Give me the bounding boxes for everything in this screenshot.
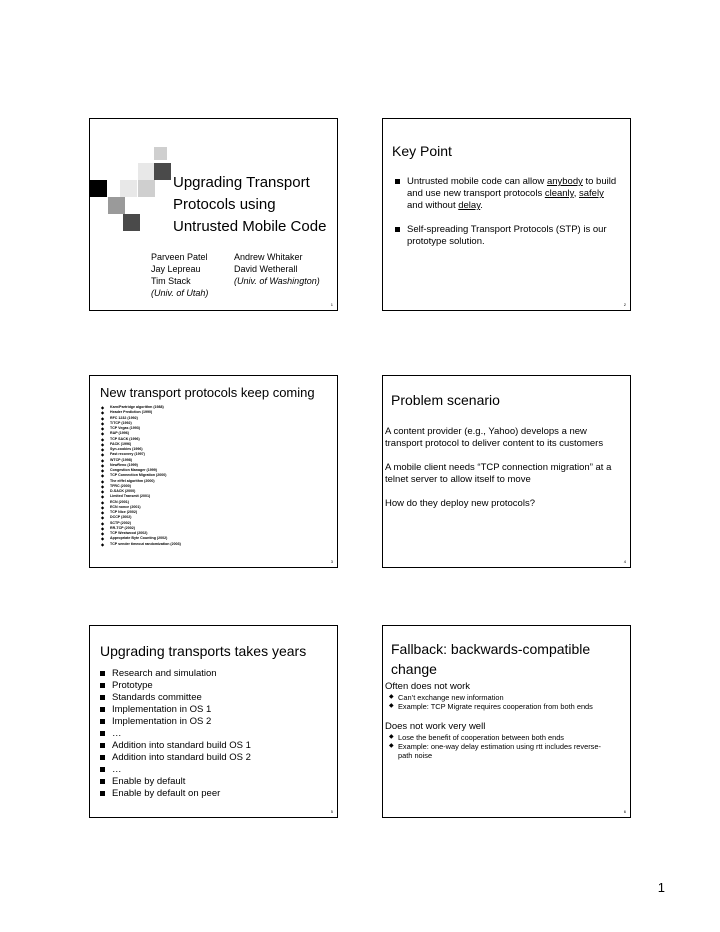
diamond-bullet-icon: ◆ [101,436,105,442]
list-item: Untrusted mobile code can allow anybody to build and use new transport protocols cleanly, safely and without delay. [394,176,619,212]
list-item: ◆ TCP Vegas (1993) [101,426,140,431]
slide-3 [89,375,338,568]
diamond-bullet-icon: ◆ [101,420,105,426]
title-line: Fallback: backwards-compatible [391,641,591,657]
list-item: ◆ Syn-cookies (1996) [101,447,143,452]
decor-square [138,163,155,180]
sub-list-item: ◆ Lose the benefit of cooperation between both ends [389,733,565,742]
list-item: A mobile client needs “TCP connection migration” at a telnet server to allow itself to move [382,462,614,486]
affiliation: (Univ. of Washington) [234,276,320,286]
square-bullet-icon [100,707,105,712]
slide-title: New transport protocols keep coming [100,385,315,400]
bullet-list [382,426,614,510]
list-item: ◆ D-SACK (2000) [101,489,136,494]
protocol-list [101,405,181,547]
title-line: Protocols using [173,196,276,213]
sub-list-item: ◆ Can’t exchange new information [389,693,504,702]
list-item: ◆ The eiffel algorithm (2000) [101,478,155,484]
slide-6 [382,625,631,818]
slide-number: 5 [330,809,333,814]
list-item: Self-spreading Transport Protocols (STP) is our prototype solution. [394,224,619,248]
diamond-bullet-icon: ◆ [101,483,105,489]
square-bullet-icon [100,755,105,760]
list-item: ◆ RR-TCP (2002) [101,525,135,531]
sub-list-item: ◆ Example: TCP Migrate requires cooperation from both ends [389,702,593,711]
square-bullet-icon [395,179,400,184]
diamond-bullet-icon: ◆ [101,452,105,458]
title-line: Untrusted Mobile Code [173,218,327,235]
bullet-list [394,176,619,248]
list-item: Implementation in OS 1 [99,704,329,716]
sub-list-item: ◆ Example: one-way delay estimation using rtt includes reverse-path noise [389,742,601,760]
decor-square [90,180,107,197]
list-item: Research and simulation [99,668,329,680]
diamond-bullet-icon: ◆ [389,743,394,749]
diamond-bullet-icon: ◆ [101,515,105,521]
affiliation: (Univ. of Utah) [151,288,209,298]
slide-number: 3 [330,559,333,564]
diamond-bullet-icon: ◆ [101,457,105,463]
list-item: Prototype [99,680,329,692]
square-bullet-icon [100,731,105,736]
diamond-bullet-icon: ◆ [101,405,105,410]
list-item: ◆ Congestion Manager (1999) [101,468,157,473]
bullet-list [99,668,329,800]
list-item: Addition into standard build OS 2 [99,752,329,764]
authors-left [151,251,208,299]
list-item: ◆ Limited Transmit (2001) [101,494,151,500]
slide-2 [382,118,631,311]
list-item: ◆ TCP Connection Migration (2000) [101,473,167,479]
slide-number: 6 [623,809,626,814]
diamond-bullet-icon: ◆ [101,531,105,536]
square-bullet-icon [100,671,105,676]
list-item: ◆ NewReno (1999) [101,462,138,468]
decor-square [154,147,167,160]
diamond-bullet-icon: ◆ [101,494,105,500]
list-item: ◆ WTCP (1998) [101,457,132,463]
list-item: ◆ DCCP (2002) [101,515,132,521]
list-item: ◆ ECN (2001) [101,499,129,505]
slide-title: Problem scenario [391,392,500,408]
list-item: ◆ RFC 1232 (1992) [101,415,138,421]
diamond-bullet-icon: ◆ [101,426,105,431]
list-item: Enable by default on peer [99,788,329,800]
title-line: change [391,661,437,677]
diamond-bullet-icon: ◆ [101,441,105,447]
underlined-text: anybody [546,176,583,187]
list-item: Addition into standard build OS 1 [99,740,329,752]
diamond-bullet-icon: ◆ [101,462,105,468]
slide-title [391,639,590,679]
diamond-bullet-icon: ◆ [101,410,105,416]
list-item: ◆ TCP sender timeout randomization (2003) [101,541,181,547]
diamond-bullet-icon: ◆ [389,703,394,709]
page-number: 1 [657,880,665,895]
underlined-text: delay [458,200,481,211]
diamond-bullet-icon: ◆ [389,734,394,740]
diamond-bullet-icon: ◆ [101,473,105,479]
sub-list [385,733,614,760]
author: Andrew Whitaker [234,252,303,262]
decor-square [154,163,171,180]
author: David Wetherall [234,264,298,274]
slide-title [173,172,326,238]
list-item: ◆ TCP SACK (1996) [101,436,140,442]
slide-number: 1 [330,302,333,307]
square-bullet-icon [100,767,105,772]
diamond-bullet-icon: ◆ [101,520,105,526]
list-item: Implementation in OS 2 [99,716,329,728]
list-item: Standards committee [99,692,329,704]
list-item: ◆ TCP Westwood (2002) [101,531,148,536]
diamond-bullet-icon: ◆ [101,431,105,437]
list-item: Enable by default [99,776,329,788]
diamond-bullet-icon: ◆ [101,525,105,531]
author: Jay Lepreau [151,264,201,274]
list-item: Often does not work ◆ Can’t exchange new information ◆ Example: TCP Migrate requires cooperation from both ends [382,681,614,711]
list-item: ◆ T/TCP (1992) [101,420,132,426]
diamond-bullet-icon: ◆ [389,694,394,700]
slide-5 [89,625,338,818]
list-item: ◆ TFRC (2000) [101,483,131,489]
square-bullet-icon [100,683,105,688]
list-item: ◆ RAP (1996) [101,431,129,437]
slide-4 [382,375,631,568]
diamond-bullet-icon: ◆ [101,536,105,542]
list-item: ◆ SCTP (2002) [101,520,131,526]
diamond-bullet-icon: ◆ [101,510,105,515]
decor-square [138,180,155,197]
decor-square [120,180,137,197]
list-item: ◆ TCP Nice (2002) [101,510,138,515]
list-item: ◆ FACK (1996) [101,441,132,447]
square-bullet-icon [100,743,105,748]
bullet-list [382,681,614,760]
slide-number: 4 [623,559,626,564]
square-bullet-icon [100,695,105,700]
list-item: ◆ Appropriate Byte Counting (2002) [101,536,168,542]
author: Tim Stack [151,276,191,286]
authors-right [234,251,320,287]
list-item: A content provider (e.g., Yahoo) develops a new transport protocol to deliver content to its customers [382,426,614,450]
list-item: Does not work very well ◆ Lose the benefit of cooperation between both ends ◆ Example: one-way delay estimation using rtt includes reverse-path noise [382,721,614,760]
square-bullet-icon [395,227,400,232]
slide-1 [89,118,338,311]
sub-list [385,693,614,711]
list-item: How do they deploy new protocols? [382,498,614,510]
list-item: ◆ Karn/Partridge algorithm (1988) [101,405,164,410]
list-item: ◆ Header Prediction (1990) [101,410,153,416]
slide-title: Key Point [392,143,452,159]
list-item: … [99,764,329,776]
diamond-bullet-icon: ◆ [101,489,105,494]
list-item: ◆ Fast recovery (1997) [101,452,145,458]
author: Parveen Patel [151,252,208,262]
diamond-bullet-icon: ◆ [101,499,105,505]
diamond-bullet-icon: ◆ [101,447,105,452]
slide-number: 2 [623,302,626,307]
slide-title: Upgrading transports takes years [100,643,307,659]
underlined-text: safely [579,188,604,199]
square-bullet-icon [100,779,105,784]
title-line: Upgrading Transport [173,174,310,191]
diamond-bullet-icon: ◆ [101,504,105,510]
list-item: ◆ ECN nonce (2001) [101,504,141,510]
diamond-bullet-icon: ◆ [101,541,105,547]
decor-square [123,214,140,231]
list-item: … [99,728,329,740]
diamond-bullet-icon: ◆ [101,478,105,484]
square-bullet-icon [100,719,105,724]
square-bullet-icon [100,791,105,796]
decor-square [108,197,125,214]
underlined-text: cleanly [544,188,574,199]
diamond-bullet-icon: ◆ [101,415,105,421]
diamond-bullet-icon: ◆ [101,468,105,473]
